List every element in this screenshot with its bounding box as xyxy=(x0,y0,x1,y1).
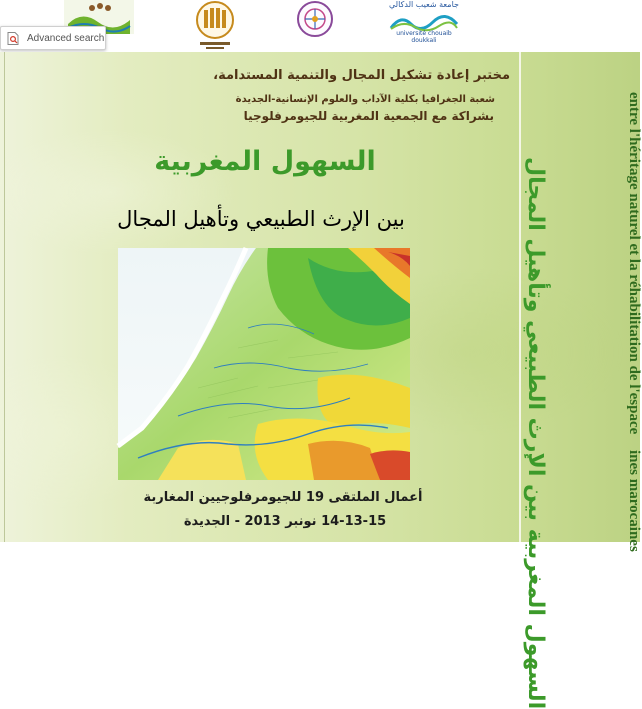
spine-title-french-start: ines marocaines xyxy=(626,450,642,552)
university-name-arabic: جامعة شعيب الدكالي xyxy=(389,0,459,9)
faculty-seal-logo xyxy=(186,0,244,52)
advanced-search-label: Advanced search xyxy=(27,32,105,44)
relief-map-image xyxy=(118,248,410,480)
book-cover xyxy=(0,52,642,709)
lab-name: مختبر إعادة تشكيل المجال والتنمية المستدامة، xyxy=(213,68,510,83)
university-logo xyxy=(383,0,465,48)
spine-divider xyxy=(519,52,521,542)
association-globe-logo xyxy=(292,0,338,40)
cover-left-edge xyxy=(4,52,5,542)
book-spine xyxy=(523,52,642,709)
university-name-french: université chouaib doukkali xyxy=(396,30,452,44)
book-title: السهول المغربية xyxy=(154,146,376,177)
department-name: شعبة الجغرافيا بكلية الآداب والعلوم الإنسانية-الجديدة xyxy=(235,94,495,105)
spine-title-arabic: السهول المغربية بين الإرث الطبيعي وتأهيل المجال xyxy=(523,157,548,709)
spine-title-french: entre l'héritage naturel et la réhabilitation de l'espace xyxy=(626,92,642,435)
book-subtitle: بين الإرث الطبيعي وتأهيل المجال xyxy=(117,207,405,231)
advanced-search-button[interactable] xyxy=(0,26,106,50)
document-search-icon xyxy=(7,32,19,45)
partnership-line: بشراكة مع الجمعية المغربية للجيومرفلوجيا xyxy=(243,109,494,123)
conference-title: أعمال الملتقى 19 للجيومرفلوجيين المغاربة xyxy=(143,490,423,505)
conference-dates: 14-13-15 نونبر 2013 - الجديدة xyxy=(183,514,387,529)
